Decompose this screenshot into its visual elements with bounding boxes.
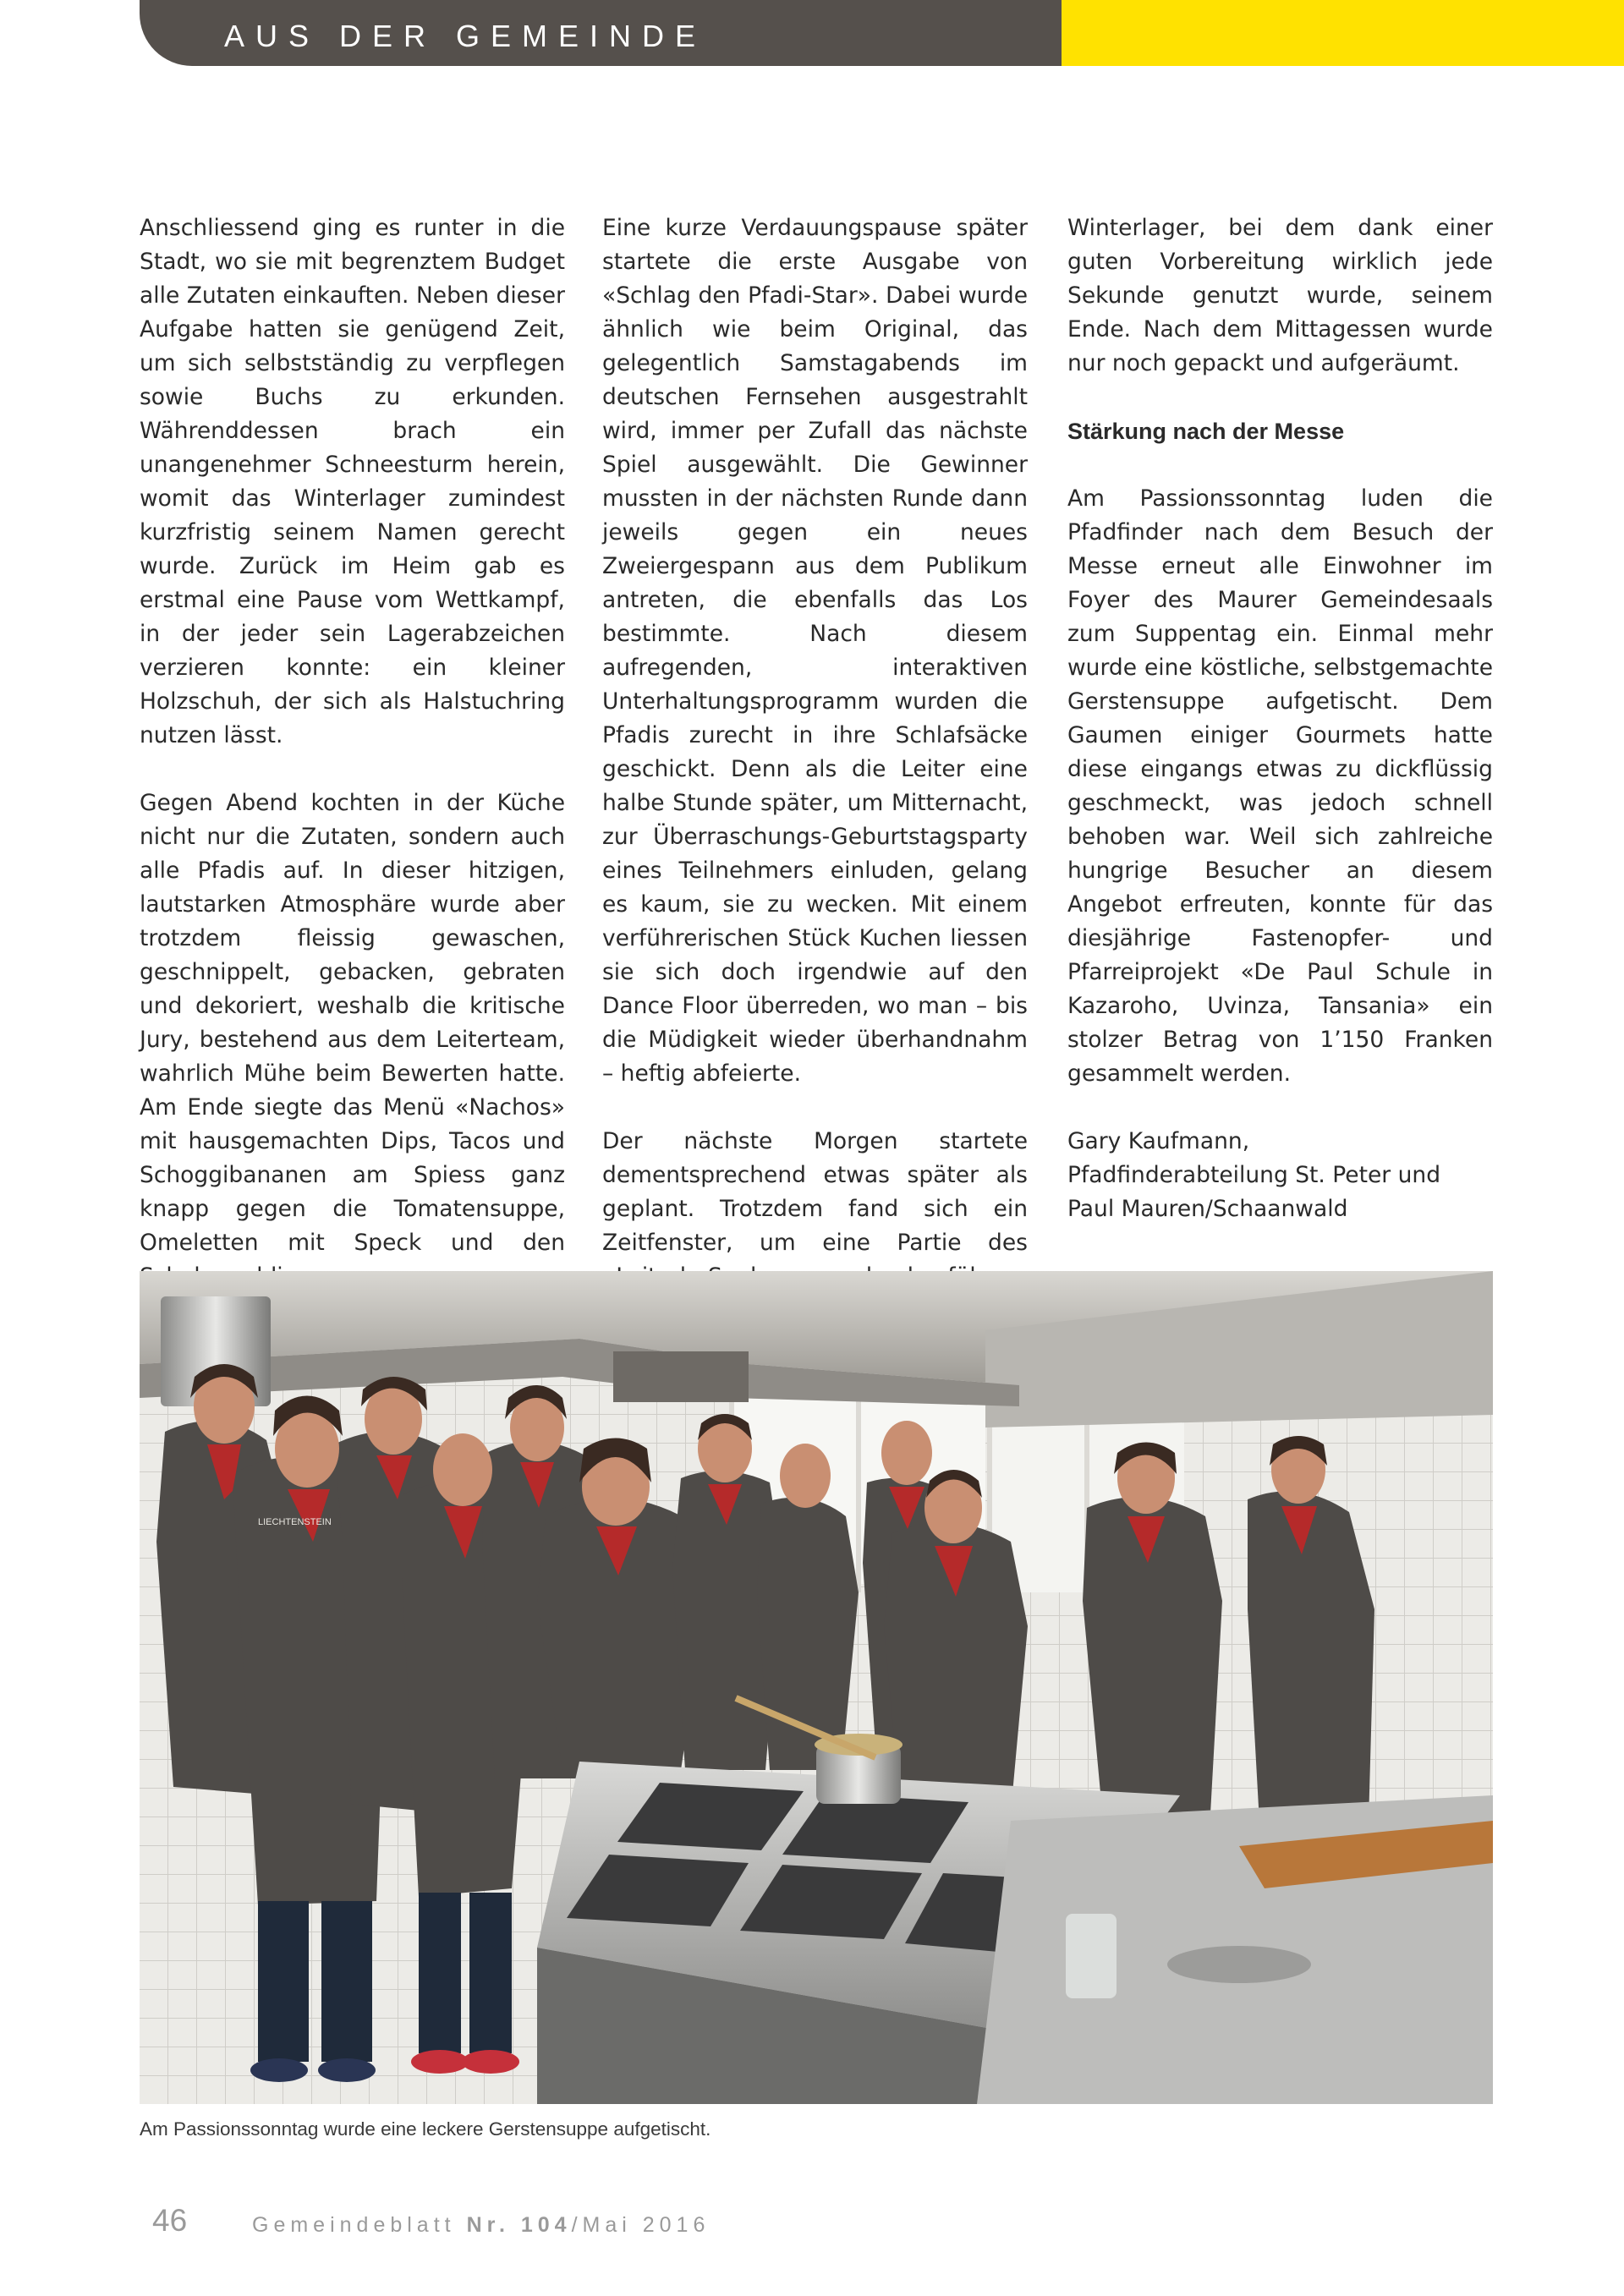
publication-name: Gemeindeblatt [252,2213,456,2237]
group-photo [140,1271,1493,2104]
article-paragraph: Gegen Abend kochten in der Küche nicht nur die Zutaten, sondern auch alle Pfadis auf. In dieser hitzigen, lautstarken Atmosphäre wurde aber trotzdem fleissig gewaschen, geschnippelt, gebacken, gebraten und dekoriert, weshalb die kritische Jury, bestehend aus dem Leiterteam, wahrlich Mühe beim Bewerten hatte. Am Ende siegte das Menü «Nachos» mit hausgemachten Dips, Tacos und Schoggibananen am Spiess ganz knapp gegen die Tomatensuppe, Omeletten mit Speck und den [140,790,565,1256]
author-name: Gary Kaufmann, [1067,1128,1250,1154]
author-organization: Pfadfinderabteilung St. Peter und Paul Mauren/Schaanwald [1067,1162,1441,1222]
article-column-1 [140,211,565,1294]
article-paragraph: Anschliessend ging es runter in die Stadt, wo sie mit begrenztem Budget alle Zutaten einkauften. Neben dieser Aufgabe hatten sie genügend Zeit, um sich selbstständig zu verpflegen sowie Buchs zu erkunden. Währenddessen brach ein unangenehmer Schneesturm herein, womit das Winterlager zumindest kurzfristig seinem Namen gerecht wurde. Zurück im Heim gab es erstmal eine Pause vom Wettkampf, in der jeder sein Lagerabzeichen verzieren konnte: ein kleiner Holzschuh, der sich als Halstuchring nutzen lässt. [140,215,565,748]
issue-date: /Mai 2016 [571,2213,710,2237]
article-column-3 [1067,211,1493,1226]
header-accent-stripe [1062,0,1624,66]
article-paragraph: Der nächste Morgen startete dementsprechend etwas später als geplant. Trotzdem fand sich ein Zeitfenster, um eine Partie des [602,1128,1028,1256]
page-number: 46 [152,2203,188,2238]
issue-number: Nr. 104 [466,2213,572,2237]
author-signature [1067,1125,1493,1226]
subheading: Stärkung nach der Messe [1067,419,1345,444]
article-paragraph: Eine kurze Verdauungspause später startete die erste Ausgabe von «Schlag den Pfadi-Star». Dabei wurde ähnlich wie beim Original, das gelegentlich Samstagabends im deutschen Fernsehen ausgestrahlt wird, immer per Zufall das nächste Spiel ausgewählt. Die Gewinner mussten in der nächsten Runde dann jeweils gegen ein neues Zweiergespann aus dem Publikum antreten, die ebenfalls das Los bestimmte. Nach diesem aufregenden, interaktiven Unterhaltungsprogramm wurden die Pfadis zurecht in ihre Schlafsäcke geschickt. Denn als die Leiter eine halbe Stunde später, um Mitternacht, zur Überraschungs-Geburtstagsparty eines Teilnehmers einluden, gelang es kaum, sie zu wecken. Mit einem verführerischen Stück Kuchen liessen sie sich doch irgendwie auf den Dance Floor überreden, wo man – bis die Müdigkeit wieder überhandnahm – heftig abfeierte. [602,215,1028,1087]
section-header-bar [140,0,1062,66]
article-column-2 [602,211,1028,1328]
publication-info [252,2213,710,2238]
uniform-badge: LIECHTENSTEIN [258,1517,332,1527]
article-paragraph: Winterlager, bei dem dank einer guten Vorbereitung wirklich jede Sekunde genutzt wurde, seinem Ende. Nach dem Mittagessen wurde nur noch gepackt und aufgeräumt. [1067,215,1493,376]
photo-caption: Am Passionssonntag wurde eine leckere Gerstensuppe aufgetischt. [140,2118,711,2140]
article-paragraph: Am Passionssonntag luden die Pfadfinder nach dem Besuch der Messe erneut alle Einwohner im Foyer des Maurer Gemeindesaals zum Suppentag ein. Einmal mehr wurde eine köstliche, selbstgemachte Gerstensuppe aufgetischt. Dem Gaumen einiger Gourmets hatte diese eingangs etwas zu dickflüssig geschmeckt, was jedoch schnell behoben war. Weil sich zahlreiche hungrige Besucher an diesem Angebot erfreuten, konnte für das diesjährige Fastenopfer- und Pfarreiprojekt «De Paul Schule in Kazaroho, Uvinza, Tansania» ein stolzer Betrag von 1’150 Franken gesammelt werden. [1067,485,1493,1087]
section-title: AUS DER GEMEINDE [224,19,707,53]
